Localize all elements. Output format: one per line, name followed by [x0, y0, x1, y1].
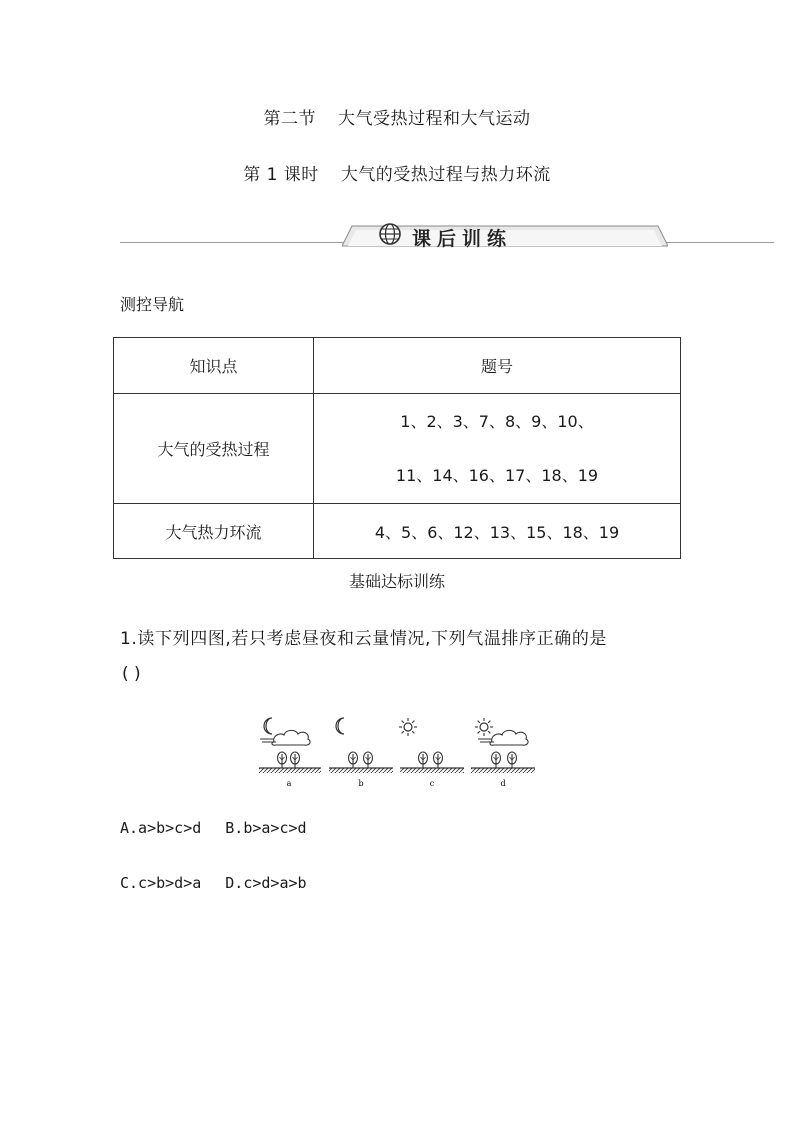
tree-icon: [278, 752, 287, 768]
option-a[interactable]: A.a>b>c>d: [120, 819, 202, 837]
moon-icon: [336, 718, 344, 734]
option-b[interactable]: B.b>a>c>d: [225, 819, 307, 837]
sun-icon: [399, 718, 417, 736]
panel-b: [329, 718, 393, 788]
items-cell: 4、5、6、12、13、15、18、19: [314, 504, 681, 559]
section-title: [0, 104, 794, 129]
col-header-items: 题号: [314, 338, 681, 394]
nav-label: 测控导航: [120, 295, 185, 314]
lesson-name: 大气的受热过程与热力环流: [340, 165, 551, 185]
tree-icon: [508, 752, 517, 768]
table-row: [114, 394, 681, 504]
tree-icon: [364, 752, 373, 768]
options-row-1: [120, 819, 307, 837]
table-row: [114, 504, 681, 559]
nav-table: [113, 337, 681, 559]
lesson-number: 第 1 课时: [243, 165, 319, 185]
topic-cell: 大气热力环流: [114, 504, 314, 559]
panel-label: a: [286, 779, 292, 788]
sun-icon: [475, 718, 493, 736]
panel-a: [259, 718, 321, 788]
practice-banner: [120, 218, 774, 252]
options-row-2: [120, 874, 307, 892]
tree-icon: [419, 752, 428, 768]
moon-icon: [264, 718, 272, 734]
lesson-title: [0, 160, 794, 185]
option-c[interactable]: C.c>b>d>a: [120, 874, 202, 892]
panel-label: d: [500, 779, 506, 788]
items-line: 1、2、3、7、8、9、10、: [400, 411, 594, 431]
section-name: 大气受热过程和大气运动: [338, 109, 531, 129]
panel-label: b: [358, 779, 364, 788]
option-d[interactable]: D.c>d>a>b: [225, 874, 307, 892]
answer-blank: ( ): [122, 664, 141, 684]
subheading: 基础达标训练: [348, 572, 445, 591]
banner-label: 课后训练: [412, 228, 513, 250]
section-number: 第二节: [263, 109, 316, 129]
cloud-icon: [478, 730, 528, 745]
tree-icon: [434, 752, 443, 768]
day-night-cloud-figure: [256, 712, 538, 792]
globe-icon: [378, 222, 402, 246]
panel-d: [471, 718, 535, 788]
question-stem: 1.读下列四图,若只考虑昼夜和云量情况,下列气温排序正确的是: [120, 629, 608, 649]
tree-icon: [291, 752, 300, 768]
table-header-row: [114, 338, 681, 394]
panel-label: c: [429, 779, 435, 788]
topic-cell: 大气的受热过程: [114, 394, 314, 504]
items-line: 11、14、16、17、18、19: [395, 465, 599, 485]
col-header-topic: 知识点: [114, 338, 314, 394]
items-cell: [314, 394, 681, 504]
tree-icon: [492, 752, 501, 768]
tree-icon: [349, 752, 358, 768]
panel-c: [399, 718, 464, 788]
